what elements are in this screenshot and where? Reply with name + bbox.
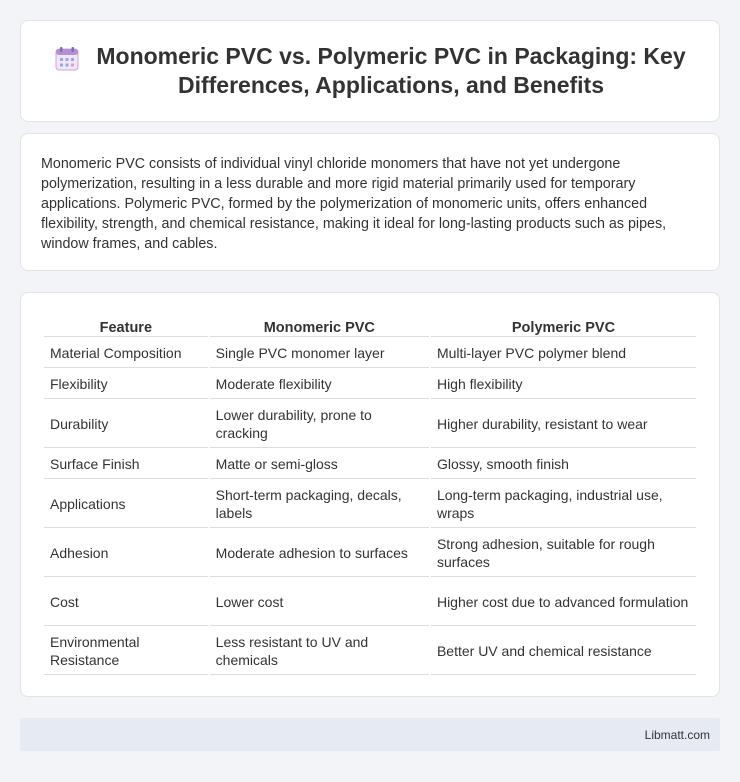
cell-monomeric: Moderate adhesion to surfaces [210, 530, 429, 577]
cell-polymeric: Better UV and chemical resistance [431, 628, 696, 675]
cell-polymeric: High flexibility [431, 370, 696, 399]
cell-feature: Flexibility [44, 370, 208, 399]
cell-polymeric: Long-term packaging, industrial use, wraps [431, 481, 696, 528]
cell-monomeric: Single PVC monomer layer [210, 339, 429, 368]
table-row [44, 450, 696, 479]
table-row [44, 401, 696, 448]
cell-feature: Surface Finish [44, 450, 208, 479]
cell-polymeric: Multi-layer PVC polymer blend [431, 339, 696, 368]
table-card [20, 292, 720, 697]
cell-monomeric: Lower durability, prone to cracking [210, 401, 429, 448]
comparison-table [42, 313, 698, 677]
table-row [44, 628, 696, 675]
footer [20, 718, 720, 751]
footer-site-link[interactable]: Libmatt.com [644, 727, 710, 742]
cell-monomeric: Matte or semi-gloss [210, 450, 429, 479]
title-wrap [54, 42, 686, 100]
table-row [44, 339, 696, 368]
table-row [44, 530, 696, 577]
cell-feature: Applications [44, 481, 208, 528]
header-polymeric: Polymeric PVC [431, 315, 696, 337]
cell-feature: Cost [44, 579, 208, 626]
cell-feature: Adhesion [44, 530, 208, 577]
cell-monomeric: Less resistant to UV and chemicals [210, 628, 429, 675]
intro-paragraph: Monomeric PVC consists of individual vinyl chloride monomers that have not yet undergone polymerization, resulting in a less durable and more rigid material primarily used for temporary applications. Polymeric PVC, formed by the polymerization of monomeric units, offers enhanced flexibility, strength, and chemical resistance, making it ideal for long-lasting products such as pipes, window frames, and cables. [41, 156, 667, 252]
header-monomeric: Monomeric PVC [210, 315, 429, 337]
page-title: Monomeric PVC vs. Polymeric PVC in Packaging: Key Differences, Applications, and Benefits [96, 43, 686, 98]
cell-feature: Material Composition [44, 339, 208, 368]
cell-monomeric: Moderate flexibility [210, 370, 429, 399]
cell-feature: Durability [44, 401, 208, 448]
cell-monomeric: Short-term packaging, decals, labels [210, 481, 429, 528]
intro-card [20, 133, 720, 271]
cell-polymeric: Strong adhesion, suitable for rough surfaces [431, 530, 696, 577]
cell-feature: Environmental Resistance [44, 628, 208, 675]
table-header-row [44, 315, 696, 337]
table-row [44, 579, 696, 626]
calendar-icon [54, 46, 80, 72]
header-feature: Feature [44, 315, 208, 337]
title-card [20, 20, 720, 122]
cell-polymeric: Higher durability, resistant to wear [431, 401, 696, 448]
table-row [44, 370, 696, 399]
cell-polymeric: Glossy, smooth finish [431, 450, 696, 479]
cell-polymeric: Higher cost due to advanced formulation [431, 579, 696, 626]
cell-monomeric: Lower cost [210, 579, 429, 626]
table-row [44, 481, 696, 528]
